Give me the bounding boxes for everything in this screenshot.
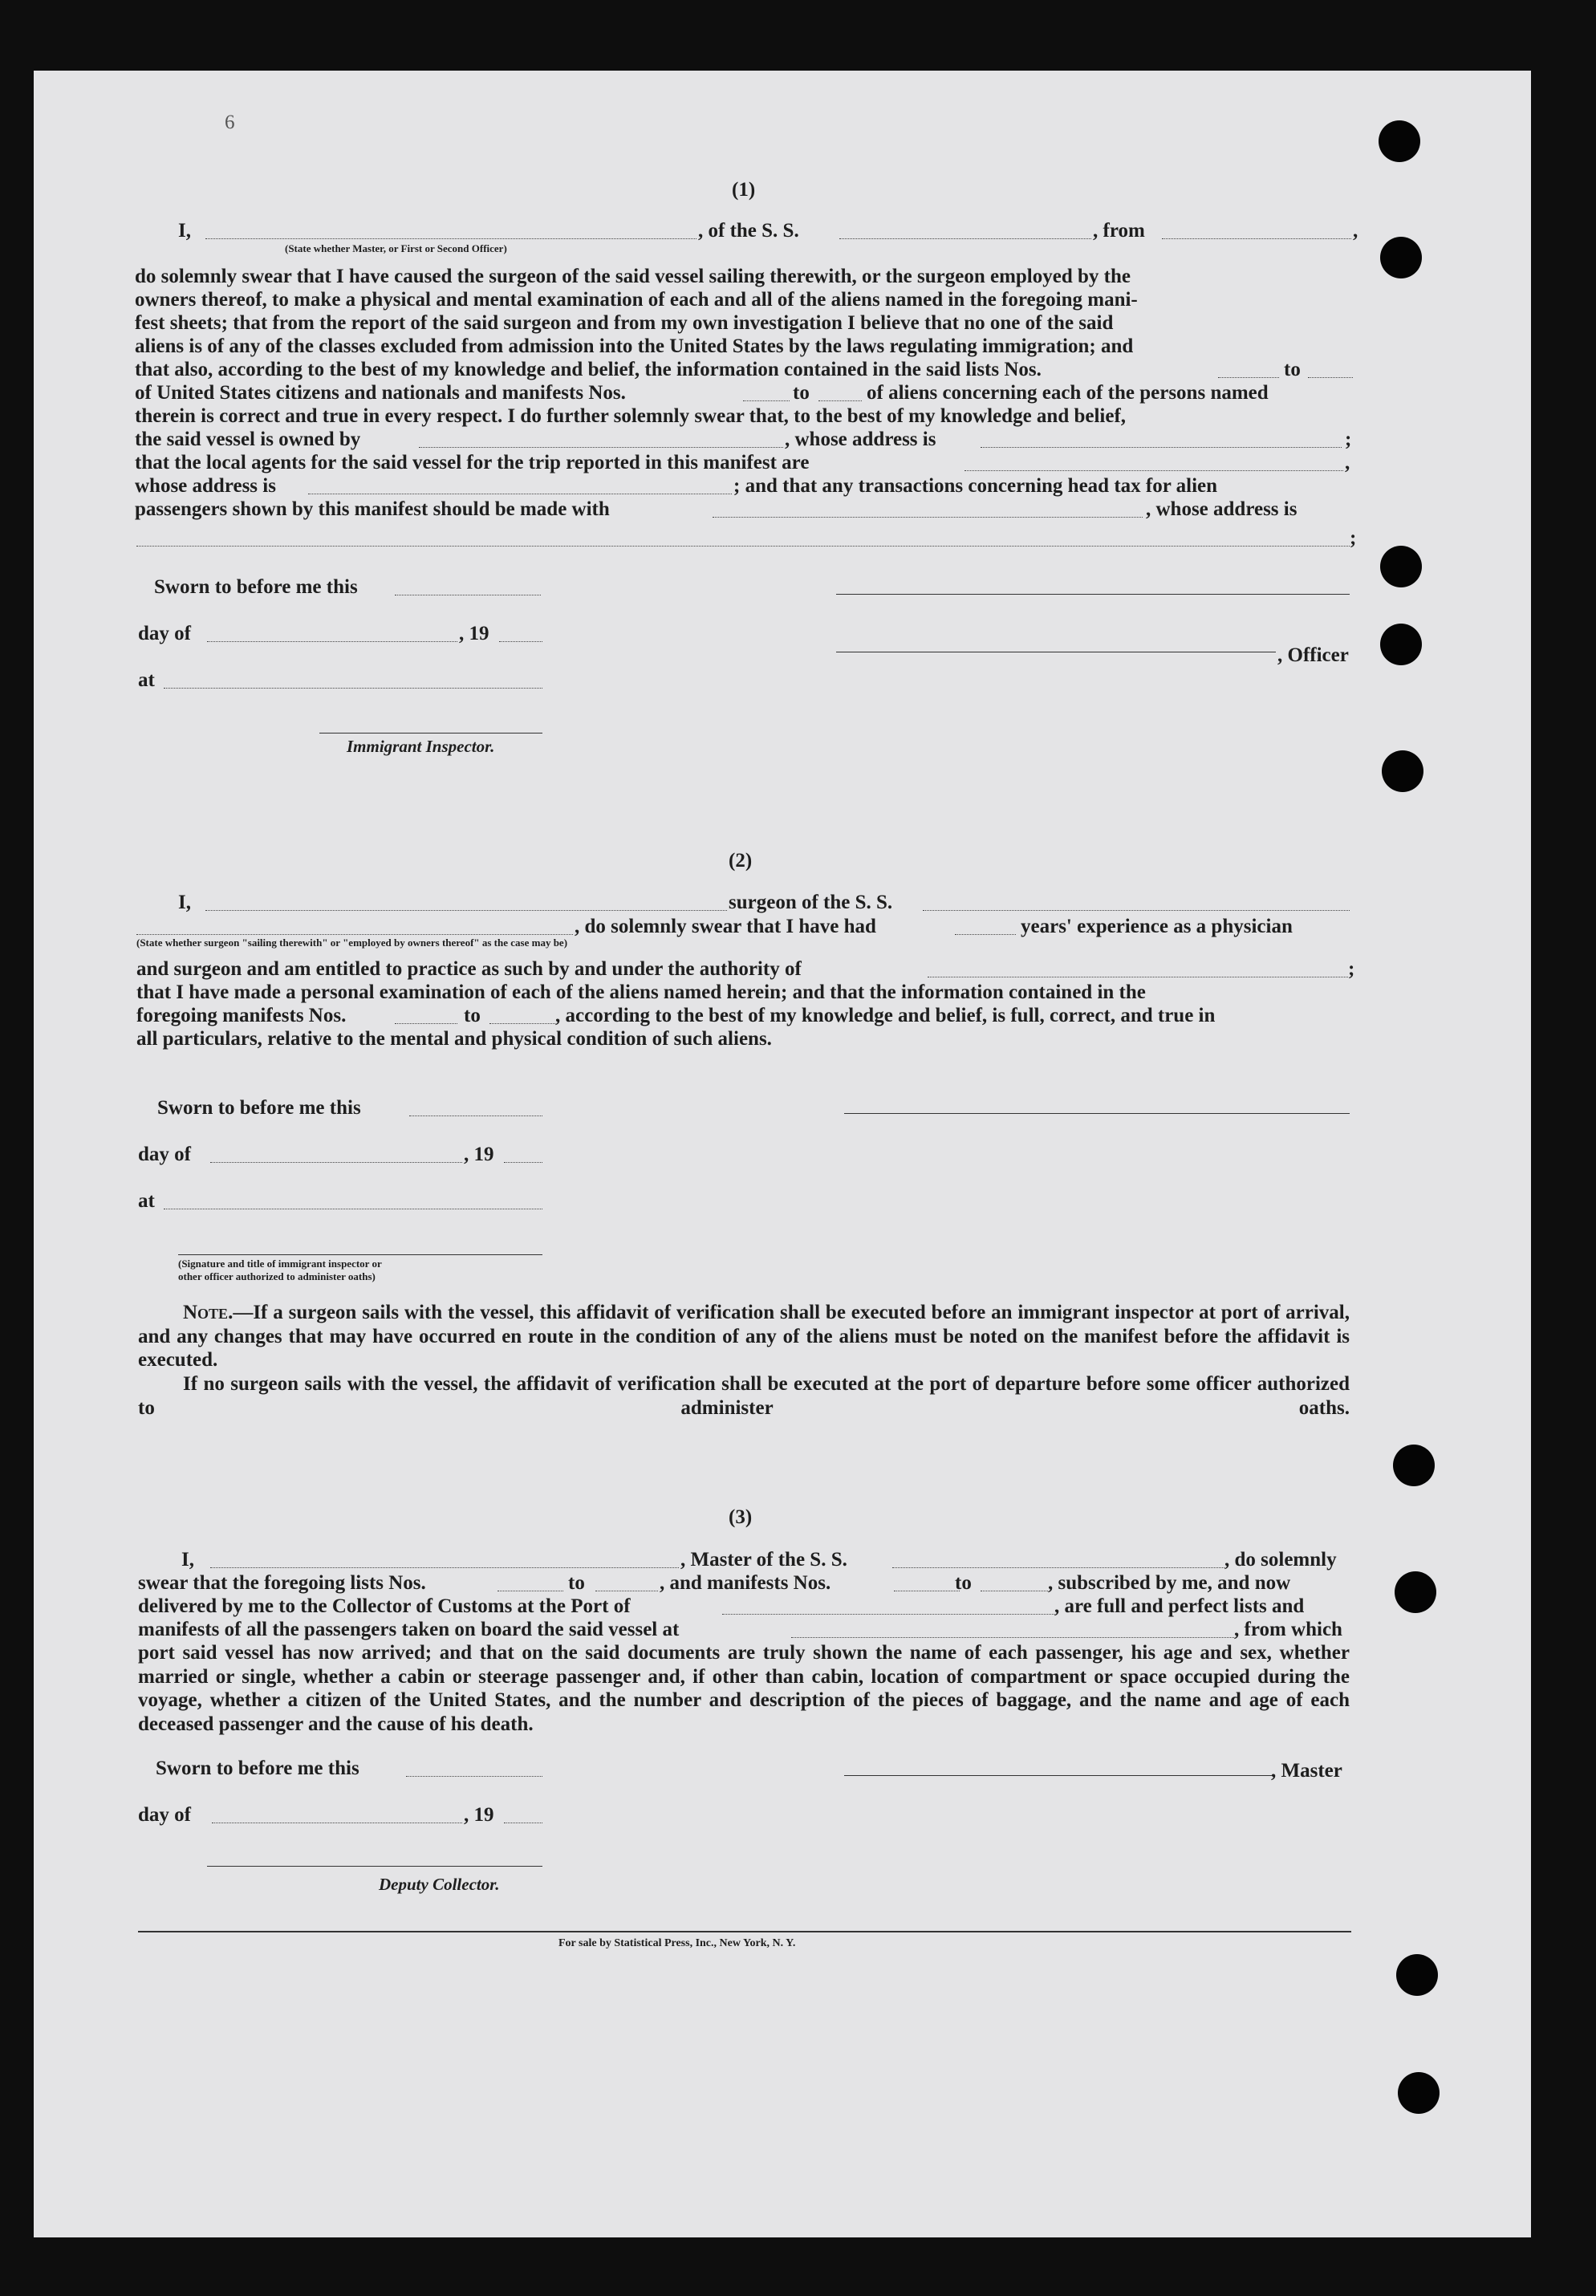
inspector-signature-line[interactable] (319, 733, 542, 734)
surgeon-ship-field[interactable] (923, 910, 1350, 911)
s2-manifests-to-field[interactable] (489, 1023, 555, 1024)
note-paragraph-1 (138, 1301, 1350, 1372)
day-of-label-3: day of (138, 1804, 191, 1826)
binder-hole (1380, 237, 1422, 278)
section-1-line-6: of United States citizens and nationals and manifests Nos. (135, 382, 626, 404)
head-tax-address-field[interactable] (136, 546, 1350, 547)
sworn-label-3: Sworn to before me this (156, 1758, 359, 1779)
note-label: Note. (183, 1302, 234, 1323)
master-name-field[interactable] (210, 1567, 679, 1568)
year-field-2[interactable] (504, 1162, 542, 1163)
surgeon-status-field[interactable] (136, 934, 573, 935)
ship-name-field[interactable] (839, 238, 1091, 239)
section-2-line-1: and surgeon and am entitled to practice as such by and under the authority of (136, 958, 802, 980)
sworn-label-1: Sworn to before me this (154, 576, 358, 598)
at-label-2: at (138, 1190, 155, 1212)
section-1-line-4: aliens is of any of the classes excluded from admission into the United States by the laws regulating immigration; and (135, 335, 1134, 357)
section-1-line-10: whose address is (135, 475, 276, 497)
owner-field[interactable] (419, 447, 783, 448)
officer-signature-line[interactable] (836, 594, 1350, 595)
section-2-line-3: foregoing manifests Nos. (136, 1005, 347, 1026)
deputy-collector-signature-line[interactable] (207, 1866, 542, 1867)
section-1-line-3: fest sheets; that from the report of the said surgeon and from my own investigation I believe that no one of the said (135, 312, 1114, 334)
manifests-from-field[interactable] (743, 400, 790, 401)
section-2-line-4: all particulars, relative to the mental and physical condition of such aliens. (136, 1028, 772, 1050)
day-of-field-1[interactable] (207, 641, 457, 642)
binder-hole (1380, 624, 1422, 665)
officer-label: , Officer (1277, 644, 1349, 666)
state-officer-note: (State whether Master, or First or Second Officer) (285, 242, 507, 254)
day-of-label-2: day of (138, 1144, 191, 1165)
lists-to-field[interactable] (1308, 377, 1353, 378)
section-3-number: (3) (729, 1506, 753, 1528)
master-label: , Master (1271, 1760, 1342, 1782)
footer-printer: For sale by Statistical Press, Inc., New York, N. Y. (558, 1937, 796, 1949)
master-signature-line[interactable] (844, 1775, 1273, 1776)
binder-hole (1382, 750, 1423, 792)
owner-address-field[interactable] (981, 447, 1342, 448)
of-ss-label: , of the S. S. (698, 220, 799, 242)
section-1-line-2: owners thereof, to make a physical and mental examination of each and all of the aliens named in the foregoing mani- (135, 289, 1138, 311)
section-2-line-2: that I have made a personal examination of each of the aliens named herein; and that the information contained in the (136, 981, 1146, 1003)
binder-hole (1396, 1954, 1438, 1996)
years-experience-field[interactable] (955, 934, 1016, 935)
s2-officer-signature-line[interactable] (178, 1254, 542, 1255)
from-port-field[interactable] (1162, 238, 1351, 239)
section-1-line-8: the said vessel is owned by (135, 429, 361, 450)
officer-name-field[interactable] (205, 238, 696, 239)
day-of-label-1: day of (138, 623, 191, 644)
surgeon-status-note: (State whether surgeon "sailing therewith" or "employed by owners thereof" as the case may be) (136, 937, 568, 949)
s3-ship-field[interactable] (892, 1567, 1224, 1568)
section-3-body: port said vessel has now arrived; and that on the said documents are truly shown the name of each passenger, his age and sex, whether married or single, whether a cabin or steerage passenger and, if other than cabin, location of compartment or space occupied during the voyage, whether a citizen of the United States, and the number and description of the pieces of baggage, and the name and age of each deceased passenger and the cause of his death. (138, 1642, 1350, 1735)
at-label-1: at (138, 669, 155, 691)
signature-note-1: (Signature and title of immigrant inspector or (178, 1258, 382, 1270)
binder-hole (1395, 1571, 1436, 1613)
sworn-date-field-3[interactable] (406, 1776, 542, 1777)
head-tax-agent-field[interactable] (713, 517, 1143, 518)
section-3-line-2: swear that the foregoing lists Nos. (138, 1572, 426, 1594)
section-1-line-9: that the local agents for the said vessel for the trip reported in this manifest are (135, 452, 810, 473)
section-1-line-7: therein is correct and true in every respect. I do further solemnly swear that, to the best of my knowledge and belief, (135, 405, 1127, 427)
port-of-field[interactable] (722, 1614, 1054, 1615)
section-1-i: I, (178, 220, 191, 242)
year-field-1[interactable] (499, 641, 542, 642)
note-text-2: If no surgeon sails with the vessel, the affidavit of verification shall be executed at the port of departure before some officer authorized to administer oaths. (138, 1373, 1350, 1419)
section-2-i: I, (178, 892, 191, 913)
binder-hole (1398, 2072, 1440, 2114)
signature-note-2: other officer authorized to administer oaths) (178, 1270, 376, 1282)
section-2-number: (2) (729, 850, 753, 872)
local-agents-field[interactable] (965, 470, 1343, 471)
lists-from-field[interactable] (1218, 377, 1279, 378)
deputy-collector-label: Deputy Collector. (379, 1875, 500, 1894)
binder-hole (1379, 120, 1420, 162)
note-text-1: —If a surgeon sails with the vessel, this affidavit of verification shall be executed before an immigrant inspector at port of arrival, and any changes that may have occurred en route in the condition of any of the aliens must be noted on the manifest before the affidavit is executed. (138, 1302, 1350, 1371)
section-1-line-1: do solemnly swear that I have caused the surgeon of the said vessel sailing therewith, or the surgeon employed by the (135, 266, 1131, 287)
section-1-line-11: passengers shown by this manifest should be made with (135, 498, 610, 520)
immigrant-inspector-label: Immigrant Inspector. (347, 737, 495, 756)
sworn-label-2: Sworn to before me this (157, 1097, 361, 1119)
surgeon-signature-line[interactable] (844, 1113, 1350, 1114)
sworn-date-field-2[interactable] (409, 1115, 542, 1116)
section-1-line-5: that also, according to the best of my knowledge and belief, the information contained in the said lists Nos. (135, 359, 1042, 380)
at-field-1[interactable] (164, 688, 542, 689)
note-paragraph-2 (138, 1372, 1350, 1420)
sheet-number: 6 (225, 112, 235, 133)
day-of-field-2[interactable] (210, 1162, 462, 1163)
binder-hole (1393, 1445, 1435, 1486)
from-label: , from (1093, 220, 1145, 242)
section-3-line-3: delivered by me to the Collector of Customs at the Port of (138, 1595, 631, 1617)
section-1-number: (1) (732, 179, 756, 201)
manifests-to-field[interactable] (818, 400, 862, 401)
section-3-i: I, (181, 1549, 194, 1571)
s2-manifests-from-field[interactable] (395, 1023, 457, 1024)
binder-hole (1380, 546, 1422, 587)
section-3-line-4: manifests of all the passengers taken on board the said vessel at (138, 1619, 680, 1640)
boarding-port-field[interactable] (791, 1637, 1234, 1638)
footer-rule (138, 1931, 1351, 1932)
